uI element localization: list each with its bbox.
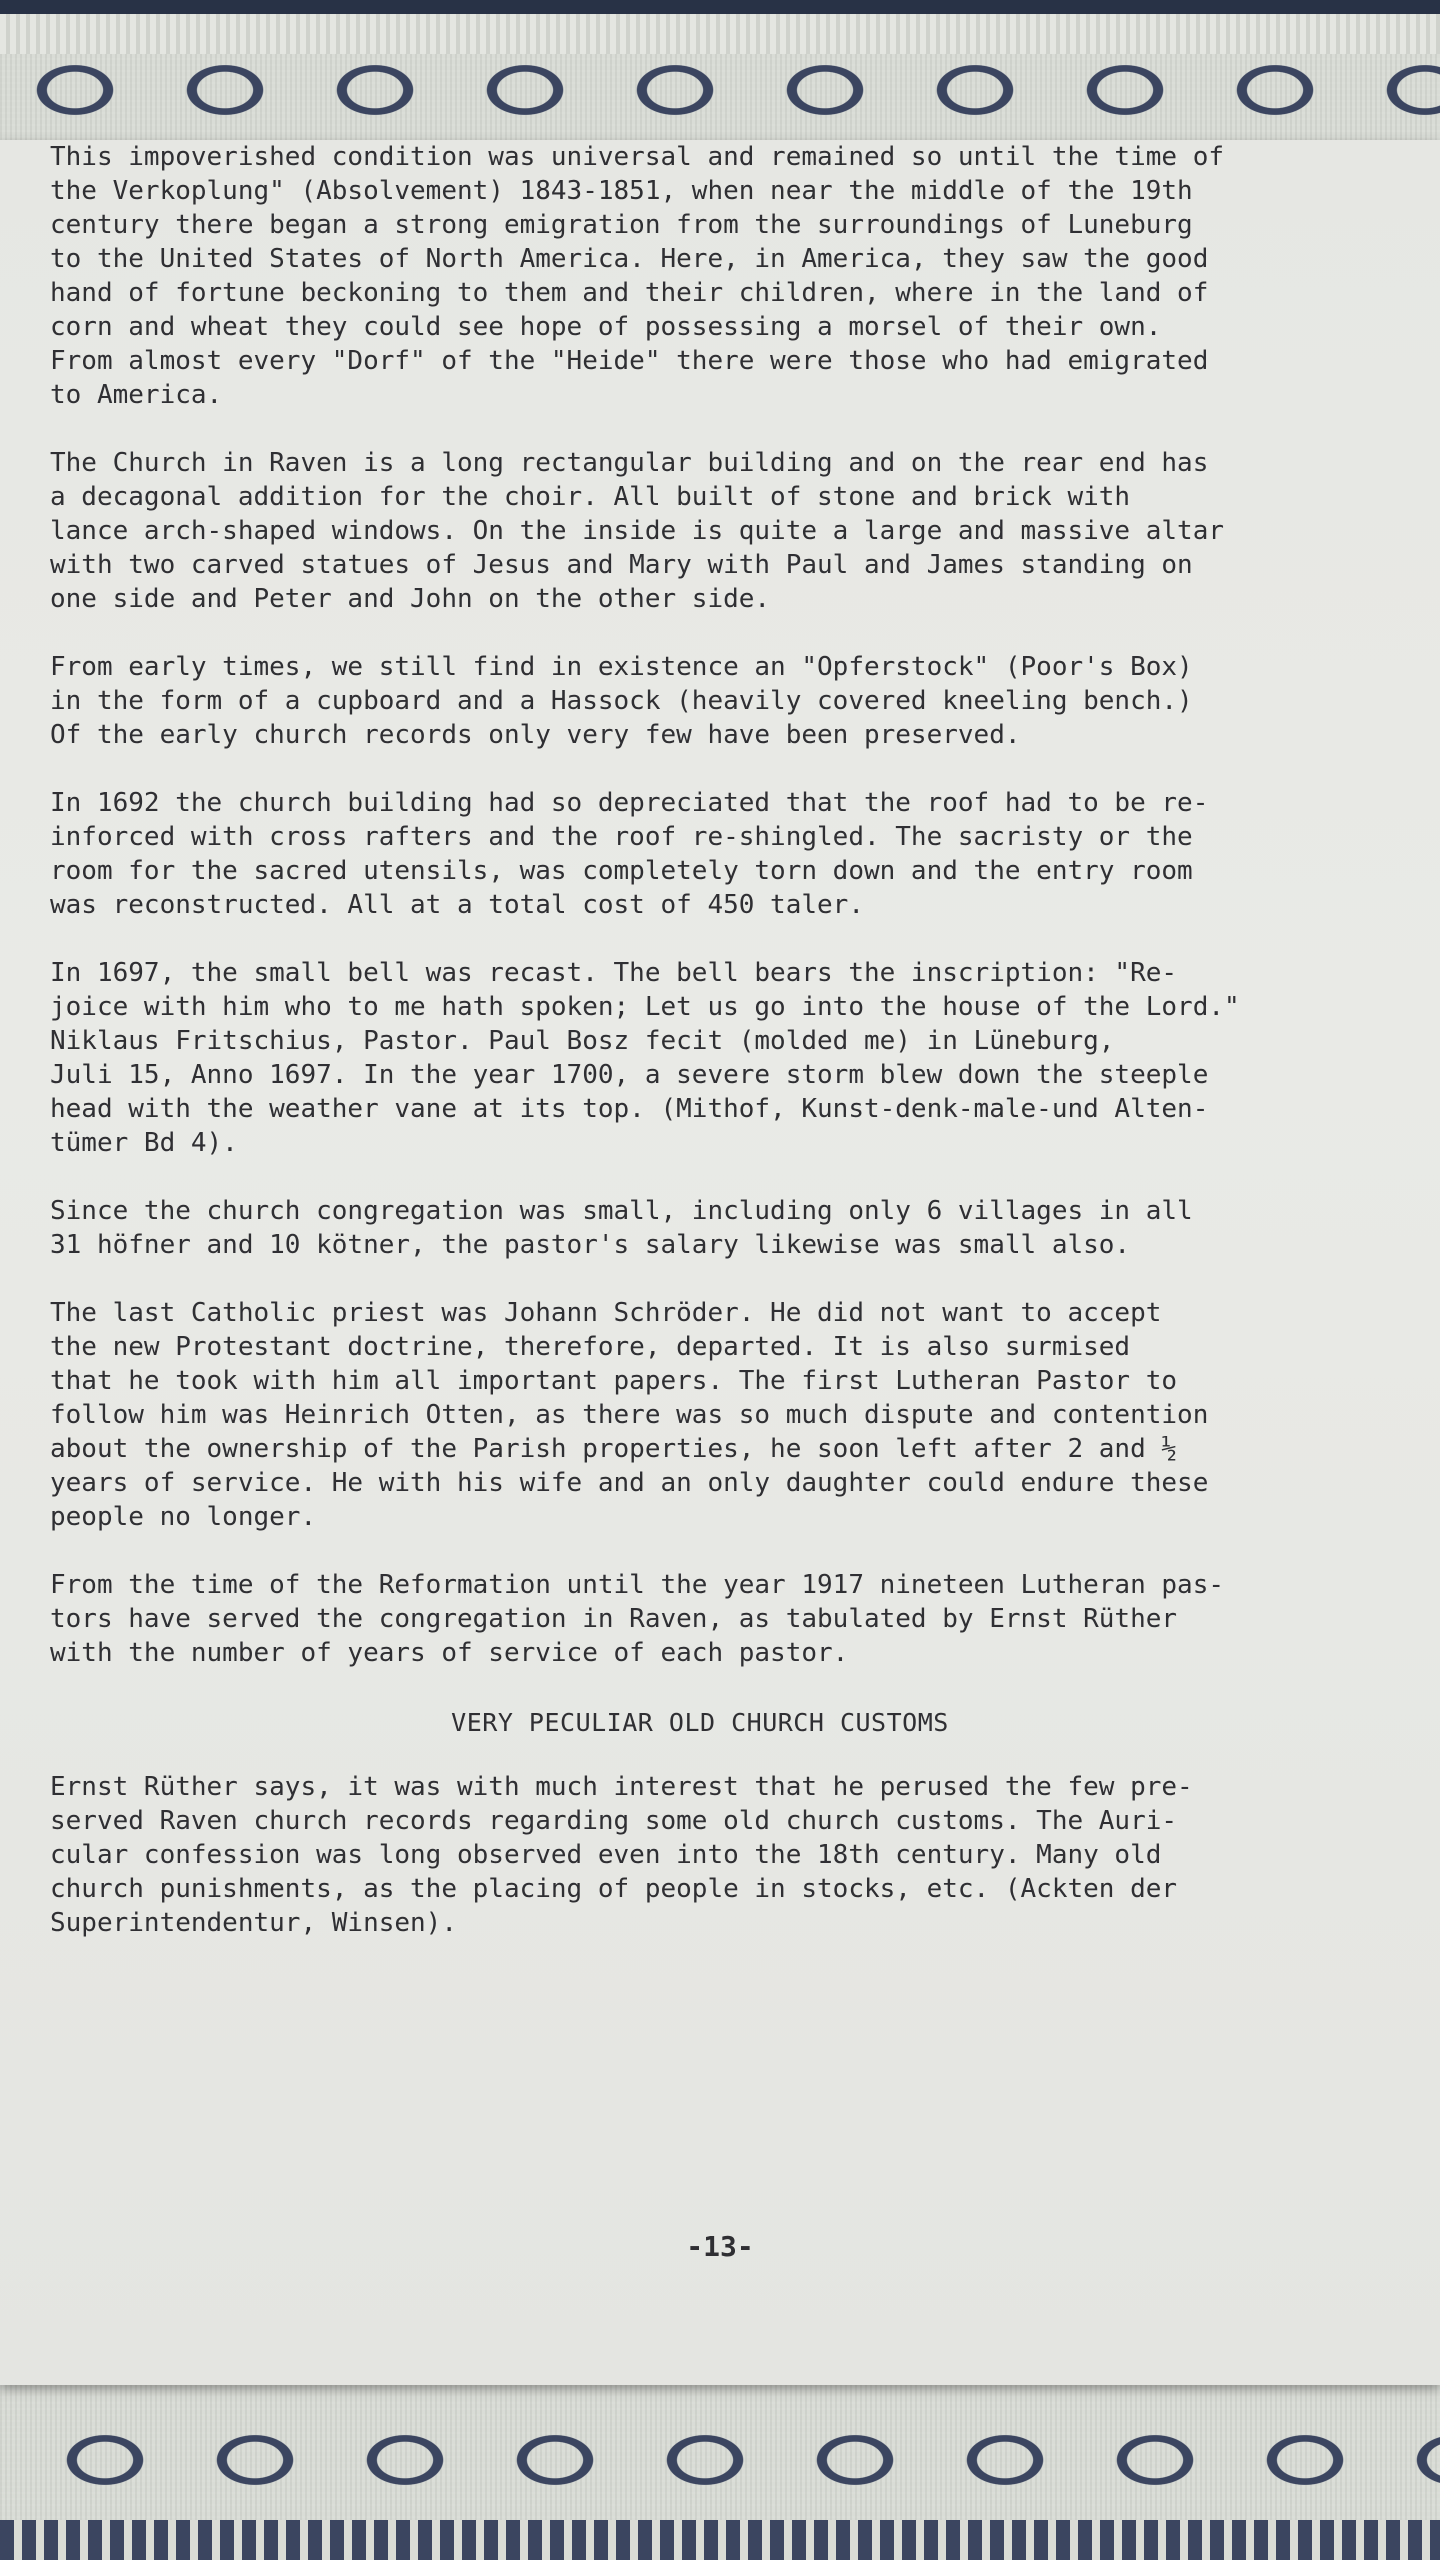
paragraph-church-building: The Church in Raven is a long rectangular building and on the rear end has a decagonal addition for the choir. All built of stone and brick with lance arch-shaped windows. On the inside is quite a large and massive altar with two carved statues of Jesus and Mary with Paul and James standing on one side and Peter and John on the other side. — [50, 448, 1224, 614]
fabric-border-top — [0, 0, 1440, 150]
section-heading: VERY PECULIAR OLD CHURCH CUSTOMS — [451, 1708, 949, 1737]
paragraph-1692-repairs: In 1692 the church building had so depreciated that the roof had to be re- inforced with cross rafters and the roof re-shingled. The sacristy or the room for the sacred utensils, was completely torn down and the entry room was reconstructed. All at a total cost of 450 taler. — [50, 788, 1209, 920]
paragraph-bell-recast: In 1697, the small bell was recast. The bell bears the inscription: "Re- joice with him who to me hath spoken; Let us go into the house of the Lord." Niklaus Fritschius, Pastor. Paul Bosz fecit (molded me) in Lüneburg, Juli 15, Anno 1697. In the year 1700, a severe storm blew down the steeple head with the weather vane at its top. (Mithof, Kunst-denk-male-und Alten- tümer Bd 4). — [50, 958, 1240, 1158]
paragraph-congregation-size: Since the church congregation was small, including only 6 villages in all 31 höfner and 10 kötner, the pastor's salary likewise was small also. — [50, 1196, 1193, 1260]
page-number: -13- — [686, 2230, 754, 2263]
paragraph-catholic-priest: The last Catholic priest was Johann Schröder. He did not want to accept the new Protestant doctrine, therefore, departed. It is also surmised that he took with him all important papers. The first Lutheran Pastor to follow him was Heinrich Otten, as there was so much dispute and contention about the ownership of the Parish properties, he soon left after 2 and ½ years of service. He with his wife and an only daughter could endure these people no longer. — [50, 1298, 1209, 1532]
paragraph-opferstock: From early times, we still find in existence an "Opferstock" (Poor's Box) in the form of a cupboard and a Hassock (heavily covered kneeling bench.) Of the early church records only very few have been preserved. — [50, 652, 1193, 750]
paragraph-lutheran-pastors: From the time of the Reformation until the year 1917 nineteen Lutheran pas- tors have served the congregation in Raven, as tabulated by Ernst Rüther with the number of years of service of each pastor. — [50, 1570, 1224, 1668]
paragraph-church-customs: Ernst Rüther says, it was with much interest that he perused the few pre- served Raven church records regarding some old church customs. The Auri- cular confession was long observed even into the 18th century. Many old church punishments, as the placing of people in stocks, etc. (Ackten der Superintendentur, Winsen). — [50, 1772, 1193, 1938]
fabric-border-bottom — [0, 2370, 1440, 2560]
paragraph-emigration: This impoverished condition was universal and remained so until the time of the Verkoplung" (Absolvement) 1843-1851, when near the middle of the 19th century there began a strong emigration from the surroundings of Luneburg to the United States of North America. Here, in America, they saw the good hand of fortune beckoning to them and their children, where in the land of corn and wheat they could see hope of possessing a morsel of their own. From almost every "Dorf" of the "Heide" there were those who had emigrated to America. — [50, 142, 1224, 410]
page-body — [50, 140, 1310, 1974]
